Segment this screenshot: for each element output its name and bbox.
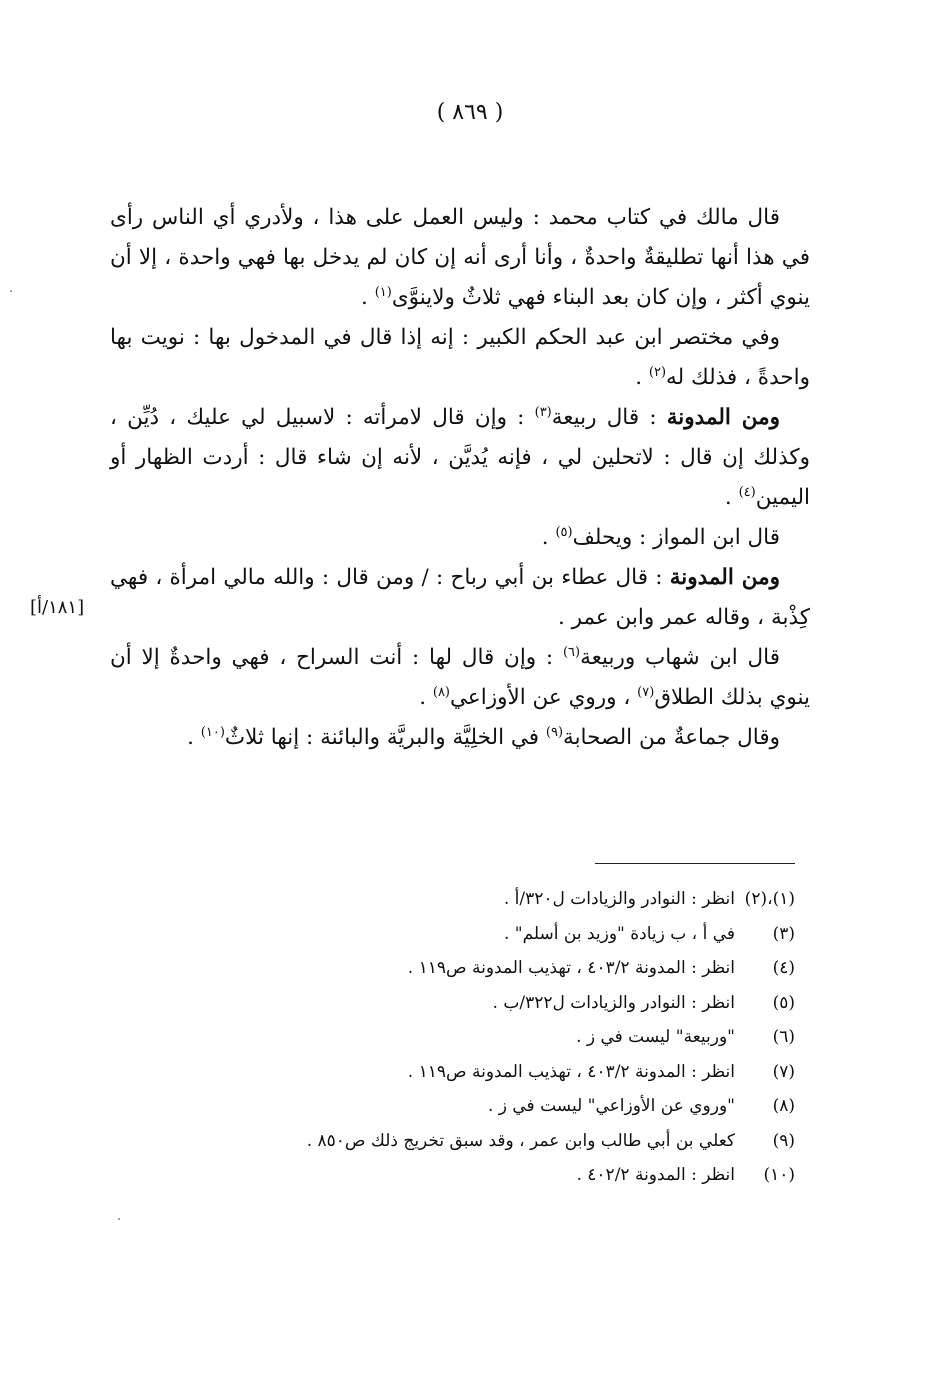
source-heading: ومن المدونة	[669, 565, 780, 590]
text-run: ، وروي عن الأوزاعي	[450, 685, 638, 710]
footnote-number: (٦)	[772, 1027, 795, 1047]
text-run: .	[635, 365, 649, 390]
source-heading: ومن المدونة	[666, 405, 780, 430]
footnote-marker: (٤)	[738, 484, 756, 500]
footnote-item	[260, 1124, 795, 1159]
footnote-number: (١)،(٢)	[744, 889, 795, 909]
footnote-marker: (٥)	[555, 524, 573, 540]
main-text	[110, 198, 810, 758]
manuscript-folio-reference: [١٨١/أ]	[30, 597, 85, 618]
text-run: : قال ربيعة	[551, 405, 667, 430]
text-run: .	[419, 685, 433, 710]
paragraph	[110, 318, 810, 398]
text-run: .	[541, 525, 556, 550]
text-run: : وإن قال لها : أنت السراح ، فهي واحدةٌ إلا أن ينوي بذلك الطلاق	[110, 645, 810, 710]
footnote-separator	[595, 863, 795, 864]
footnote-text: انظر : النوادر والزيادات ل٣٢٠/أ .	[503, 889, 735, 909]
paragraph	[110, 718, 810, 758]
footnote-text: في أ ، ب زيادة "وزيد بن أسلم" .	[503, 923, 735, 944]
paragraph	[110, 518, 810, 558]
paragraph	[110, 398, 810, 518]
footnote-number: (٣)	[772, 923, 795, 944]
footnote-marker: (٦)	[562, 644, 581, 660]
footnote-text: انظر : النوادر والزيادات ل٣٢٢/ب .	[492, 992, 735, 1013]
footnote-number: (٥)	[772, 992, 795, 1013]
footnote-item	[260, 986, 795, 1021]
footnote-item	[260, 1089, 795, 1124]
footnote-text: "وربيعة" ليست في ز .	[576, 1027, 735, 1047]
footnote-item	[260, 1055, 795, 1090]
footnote-number: (٩)	[772, 1130, 795, 1151]
text-run: قال ابن المواز : ويحلف	[572, 525, 780, 550]
footnote-marker: (١٠)	[200, 724, 225, 740]
footnote-marker: (٩)	[545, 724, 564, 740]
scan-speck	[118, 1218, 120, 1220]
footnote-text: انظر : المدونة ٤٠٢/٢ .	[576, 1165, 735, 1185]
footnote-text: كعلي بن أبي طالب وابن عمر ، وقد سبق تخريج ذلك ص٨٥٠ .	[306, 1130, 735, 1151]
paragraph	[110, 198, 810, 318]
footnote-item	[260, 882, 795, 917]
footnote-text: "وروي عن الأوزاعي" ليست في ز .	[487, 1096, 735, 1116]
footnote-item	[260, 1158, 795, 1193]
text-run: : قال عطاء بن أبي رباح : / ومن قال : والله مالي امرأة ، فهي كِذْبة ، وقاله عمر وابن عمر .	[110, 565, 810, 630]
footnote-marker: (١)	[374, 284, 392, 300]
footnote-item	[260, 951, 795, 986]
footnote-marker: (٢)	[648, 364, 667, 380]
page-number: ( ٨٦٩ )	[436, 100, 504, 125]
text-run: .	[724, 485, 739, 510]
footnote-marker: (٧)	[637, 684, 655, 700]
paragraph	[110, 558, 810, 638]
text-run: .	[361, 285, 375, 310]
footnote-text: انظر : المدونة ٤٠٣/٢ ، تهذيب المدونة ص١١٩ .	[407, 1061, 735, 1082]
text-run: قال مالك في كتاب محمد : وليس العمل على هذا ، ولأدري أي الناس رأى في هذا أنها تطليقةٌ واحدةٌ ، وأنا أرى أنه إن كان لم يدخل بها فهي واحدة ، إلا أن ينوي أكثر ، وإن كان بعد البناء فهي ثلاثٌ ولاينوَّى	[110, 205, 810, 310]
scan-speck	[10, 290, 12, 292]
footnote-number: (٧)	[772, 1061, 795, 1082]
text-run: قال ابن شهاب وربيعة	[580, 645, 780, 670]
footnote-item	[260, 917, 795, 952]
text-run: وفي مختصر ابن عبد الحكم الكبير : إنه إذا قال في المدخول بها : نويت بها واحدةً ، فذلك له	[110, 325, 810, 390]
footnote-marker: (٣)	[534, 404, 552, 420]
footnote-marker: (٨)	[432, 684, 450, 700]
footnote-number: (٨)	[772, 1096, 795, 1116]
footnotes	[260, 882, 795, 1193]
footnote-text: انظر : المدونة ٤٠٣/٢ ، تهذيب المدونة ص١١٩ .	[407, 958, 735, 978]
footnote-number: (٤)	[772, 958, 795, 978]
text-run: : وإن قال لامرأته : لاسبيل لي عليك ، دُيِّن ، وكذلك إن قال : لاتحلين لي ، فإنه يُديَّن ، لأنه إن شاء قال : أردت الظهار أو اليمين	[110, 405, 810, 510]
text-run: في الخلِيَّة والبريَّة والبائنة : إنها ثلاثٌ	[224, 725, 546, 750]
footnote-number: (١٠)	[763, 1165, 795, 1185]
text-run: .	[187, 725, 201, 750]
text-run: وقال جماعةٌ من الصحابة	[563, 725, 780, 750]
paragraph	[110, 638, 810, 718]
footnote-item	[260, 1020, 795, 1055]
